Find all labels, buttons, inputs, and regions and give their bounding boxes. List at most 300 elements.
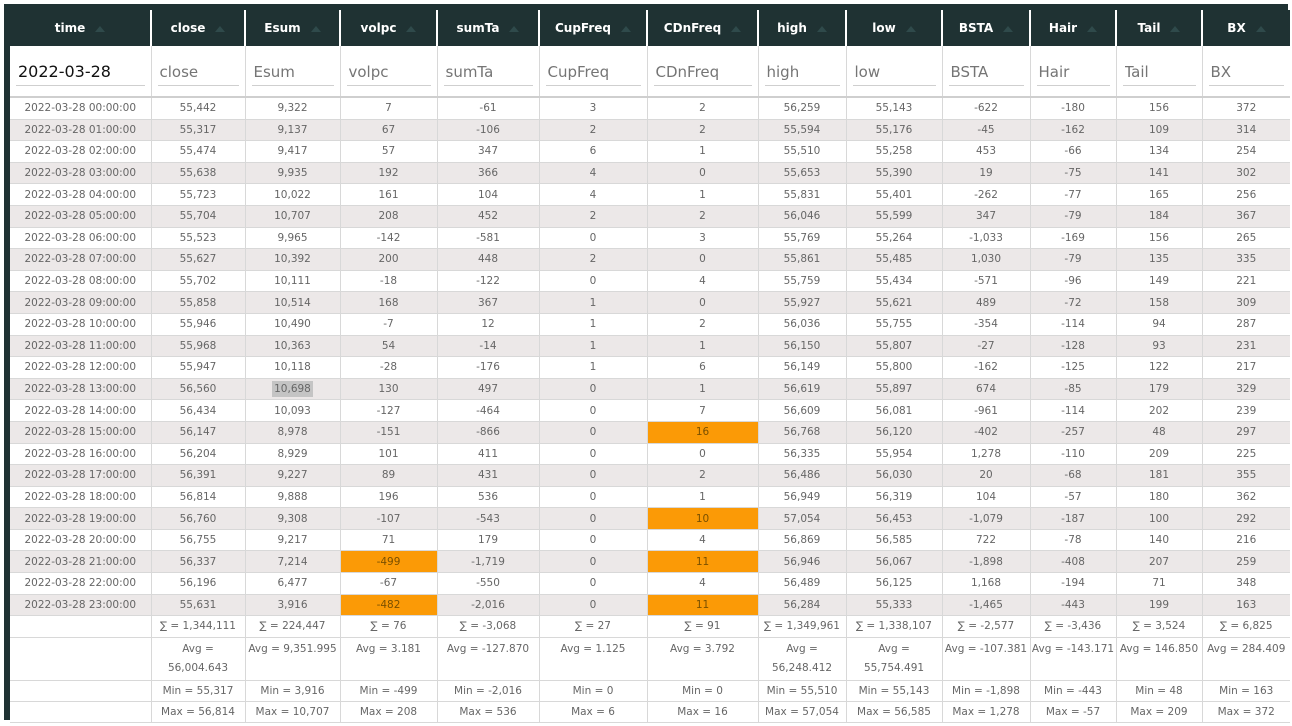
table-cell-cdnfreq[interactable]: 2 <box>647 119 758 141</box>
table-row[interactable] <box>10 292 1290 314</box>
filter-input-esum[interactable] <box>252 57 334 86</box>
table-row[interactable] <box>10 184 1290 206</box>
table-cell-esum[interactable]: 10,022 <box>245 184 340 206</box>
table-cell-high[interactable]: 56,949 <box>758 486 846 508</box>
table-row[interactable] <box>10 378 1290 400</box>
table-cell-bx[interactable]: 217 <box>1202 357 1290 379</box>
sort-arrow-icon[interactable] <box>215 26 225 32</box>
table-cell-high[interactable]: 56,486 <box>758 465 846 487</box>
table-cell-tail[interactable]: 140 <box>1116 529 1202 551</box>
sort-arrow-icon[interactable] <box>406 26 416 32</box>
table-cell-volpc[interactable]: -67 <box>340 573 437 595</box>
table-row[interactable] <box>10 335 1290 357</box>
sort-arrow-icon[interactable] <box>731 26 741 32</box>
filter-input-hair[interactable] <box>1037 57 1110 86</box>
table-cell-sumta[interactable]: 452 <box>437 205 539 227</box>
table-cell-tail[interactable]: 165 <box>1116 184 1202 206</box>
table-cell-volpc[interactable]: -107 <box>340 508 437 530</box>
table-cell-close[interactable]: 56,755 <box>151 529 245 551</box>
table-cell-esum[interactable]: 10,111 <box>245 270 340 292</box>
sort-arrow-icon[interactable] <box>621 26 631 32</box>
table-cell-volpc[interactable]: 101 <box>340 443 437 465</box>
table-cell-bx[interactable]: 239 <box>1202 400 1290 422</box>
table-cell-esum[interactable]: 9,888 <box>245 486 340 508</box>
table-cell-hair[interactable]: -72 <box>1030 292 1116 314</box>
sort-arrow-icon[interactable] <box>817 26 827 32</box>
table-cell-time[interactable]: 2022-03-28 04:00:00 <box>10 184 151 206</box>
table-cell-close[interactable]: 55,627 <box>151 249 245 271</box>
table-cell-volpc[interactable]: -482 <box>340 594 437 616</box>
table-cell-time[interactable]: 2022-03-28 13:00:00 <box>10 378 151 400</box>
table-cell-volpc[interactable]: 7 <box>340 97 437 119</box>
table-cell-time[interactable]: 2022-03-28 02:00:00 <box>10 141 151 163</box>
table-cell-sumta[interactable]: 367 <box>437 292 539 314</box>
table-cell-low[interactable]: 55,485 <box>846 249 942 271</box>
table-row[interactable] <box>10 357 1290 379</box>
table-cell-time[interactable]: 2022-03-28 00:00:00 <box>10 97 151 119</box>
table-cell-close[interactable]: 56,204 <box>151 443 245 465</box>
table-cell-bsta[interactable]: -1,079 <box>942 508 1030 530</box>
table-cell-cdnfreq[interactable]: 2 <box>647 205 758 227</box>
table-cell-volpc[interactable]: 196 <box>340 486 437 508</box>
sort-arrow-icon[interactable] <box>95 26 105 32</box>
table-cell-bsta[interactable]: -262 <box>942 184 1030 206</box>
table-cell-tail[interactable]: 135 <box>1116 249 1202 271</box>
table-cell-low[interactable]: 55,800 <box>846 357 942 379</box>
table-cell-close[interactable]: 56,434 <box>151 400 245 422</box>
column-header-bx[interactable] <box>1202 10 1290 46</box>
table-cell-cupfreq[interactable]: 1 <box>539 313 647 335</box>
table-cell-high[interactable]: 55,510 <box>758 141 846 163</box>
table-cell-cupfreq[interactable]: 1 <box>539 335 647 357</box>
table-cell-esum[interactable]: 6,477 <box>245 573 340 595</box>
table-cell-cdnfreq[interactable]: 11 <box>647 551 758 573</box>
table-row[interactable] <box>10 313 1290 335</box>
table-cell-high[interactable]: 55,594 <box>758 119 846 141</box>
table-row[interactable] <box>10 551 1290 573</box>
table-cell-low[interactable]: 56,030 <box>846 465 942 487</box>
table-cell-bx[interactable]: 265 <box>1202 227 1290 249</box>
table-row[interactable] <box>10 465 1290 487</box>
table-cell-cupfreq[interactable]: 0 <box>539 378 647 400</box>
table-cell-low[interactable]: 55,599 <box>846 205 942 227</box>
table-cell-cupfreq[interactable]: 0 <box>539 443 647 465</box>
table-cell-bsta[interactable]: -27 <box>942 335 1030 357</box>
table-cell-cupfreq[interactable]: 2 <box>539 119 647 141</box>
table-cell-cupfreq[interactable]: 0 <box>539 508 647 530</box>
table-cell-high[interactable]: 56,036 <box>758 313 846 335</box>
table-cell-volpc[interactable]: 67 <box>340 119 437 141</box>
table-cell-close[interactable]: 55,702 <box>151 270 245 292</box>
table-cell-tail[interactable]: 134 <box>1116 141 1202 163</box>
table-cell-bsta[interactable]: 19 <box>942 162 1030 184</box>
table-cell-low[interactable]: 55,897 <box>846 378 942 400</box>
table-cell-sumta[interactable]: 411 <box>437 443 539 465</box>
table-cell-high[interactable]: 55,831 <box>758 184 846 206</box>
table-cell-esum[interactable]: 10,490 <box>245 313 340 335</box>
table-cell-bx[interactable]: 372 <box>1202 97 1290 119</box>
table-cell-cupfreq[interactable]: 0 <box>539 529 647 551</box>
table-cell-cupfreq[interactable]: 0 <box>539 227 647 249</box>
table-cell-bsta[interactable]: -45 <box>942 119 1030 141</box>
table-cell-cdnfreq[interactable]: 0 <box>647 249 758 271</box>
table-row[interactable] <box>10 508 1290 530</box>
table-cell-hair[interactable]: -180 <box>1030 97 1116 119</box>
table-cell-hair[interactable]: -78 <box>1030 529 1116 551</box>
table-cell-esum[interactable]: 10,363 <box>245 335 340 357</box>
table-cell-cupfreq[interactable]: 2 <box>539 205 647 227</box>
table-cell-cupfreq[interactable]: 0 <box>539 270 647 292</box>
table-cell-sumta[interactable]: 536 <box>437 486 539 508</box>
table-cell-high[interactable]: 56,149 <box>758 357 846 379</box>
table-cell-time[interactable]: 2022-03-28 07:00:00 <box>10 249 151 271</box>
table-cell-high[interactable]: 55,759 <box>758 270 846 292</box>
filter-input-time[interactable] <box>16 56 145 86</box>
table-cell-low[interactable]: 55,390 <box>846 162 942 184</box>
table-cell-bx[interactable]: 254 <box>1202 141 1290 163</box>
table-cell-esum[interactable]: 10,392 <box>245 249 340 271</box>
table-cell-bx[interactable]: 362 <box>1202 486 1290 508</box>
table-cell-close[interactable]: 55,858 <box>151 292 245 314</box>
table-cell-bsta[interactable]: -1,465 <box>942 594 1030 616</box>
table-cell-cdnfreq[interactable]: 4 <box>647 529 758 551</box>
table-cell-tail[interactable]: 202 <box>1116 400 1202 422</box>
table-cell-close[interactable]: 56,760 <box>151 508 245 530</box>
table-cell-esum[interactable]: 9,137 <box>245 119 340 141</box>
table-cell-sumta[interactable]: -581 <box>437 227 539 249</box>
table-cell-cupfreq[interactable]: 4 <box>539 162 647 184</box>
table-cell-cdnfreq[interactable]: 2 <box>647 313 758 335</box>
table-cell-cdnfreq[interactable]: 6 <box>647 357 758 379</box>
table-cell-low[interactable]: 55,333 <box>846 594 942 616</box>
table-cell-cdnfreq[interactable]: 1 <box>647 184 758 206</box>
table-cell-cupfreq[interactable]: 0 <box>539 421 647 443</box>
table-row[interactable] <box>10 249 1290 271</box>
column-header-low[interactable] <box>846 10 942 46</box>
table-cell-esum[interactable]: 9,217 <box>245 529 340 551</box>
table-cell-esum[interactable]: 9,308 <box>245 508 340 530</box>
table-cell-cupfreq[interactable]: 0 <box>539 573 647 595</box>
table-row[interactable] <box>10 141 1290 163</box>
table-cell-hair[interactable]: -128 <box>1030 335 1116 357</box>
table-cell-bsta[interactable]: -402 <box>942 421 1030 443</box>
table-cell-high[interactable]: 56,150 <box>758 335 846 357</box>
column-header-cupfreq[interactable] <box>539 10 647 46</box>
sort-arrow-icon[interactable] <box>1256 26 1266 32</box>
table-cell-tail[interactable]: 199 <box>1116 594 1202 616</box>
table-cell-low[interactable]: 55,434 <box>846 270 942 292</box>
table-cell-esum[interactable]: 10,707 <box>245 205 340 227</box>
table-cell-esum[interactable]: 10,118 <box>245 357 340 379</box>
table-row[interactable] <box>10 443 1290 465</box>
table-cell-time[interactable]: 2022-03-28 20:00:00 <box>10 529 151 551</box>
table-cell-tail[interactable]: 109 <box>1116 119 1202 141</box>
table-cell-volpc[interactable]: 71 <box>340 529 437 551</box>
table-cell-tail[interactable]: 179 <box>1116 378 1202 400</box>
table-cell-bx[interactable]: 287 <box>1202 313 1290 335</box>
table-cell-close[interactable]: 55,317 <box>151 119 245 141</box>
table-cell-high[interactable]: 56,946 <box>758 551 846 573</box>
table-cell-esum[interactable]: 9,935 <box>245 162 340 184</box>
table-cell-esum[interactable]: 7,214 <box>245 551 340 573</box>
table-cell-high[interactable]: 55,861 <box>758 249 846 271</box>
table-cell-esum[interactable]: 10,514 <box>245 292 340 314</box>
sort-arrow-icon[interactable] <box>1003 26 1013 32</box>
table-cell-time[interactable]: 2022-03-28 17:00:00 <box>10 465 151 487</box>
table-cell-low[interactable]: 55,143 <box>846 97 942 119</box>
table-row[interactable] <box>10 119 1290 141</box>
table-cell-time[interactable]: 2022-03-28 06:00:00 <box>10 227 151 249</box>
table-cell-cdnfreq[interactable]: 2 <box>647 97 758 119</box>
column-header-close[interactable] <box>151 10 245 46</box>
column-header-sumta[interactable] <box>437 10 539 46</box>
table-cell-close[interactable]: 55,723 <box>151 184 245 206</box>
table-cell-cdnfreq[interactable]: 1 <box>647 486 758 508</box>
table-cell-time[interactable]: 2022-03-28 14:00:00 <box>10 400 151 422</box>
table-cell-time[interactable]: 2022-03-28 12:00:00 <box>10 357 151 379</box>
table-cell-hair[interactable]: -77 <box>1030 184 1116 206</box>
table-cell-cupfreq[interactable]: 6 <box>539 141 647 163</box>
table-cell-low[interactable]: 56,319 <box>846 486 942 508</box>
column-header-volpc[interactable] <box>340 10 437 46</box>
table-cell-bsta[interactable]: -162 <box>942 357 1030 379</box>
table-cell-time[interactable]: 2022-03-28 18:00:00 <box>10 486 151 508</box>
table-cell-bx[interactable]: 335 <box>1202 249 1290 271</box>
table-cell-hair[interactable]: -79 <box>1030 205 1116 227</box>
column-header-hair[interactable] <box>1030 10 1116 46</box>
table-cell-bsta[interactable]: -1,898 <box>942 551 1030 573</box>
table-cell-low[interactable]: 56,081 <box>846 400 942 422</box>
table-cell-tail[interactable]: 100 <box>1116 508 1202 530</box>
table-cell-esum[interactable]: 8,929 <box>245 443 340 465</box>
table-cell-high[interactable]: 56,259 <box>758 97 846 119</box>
table-cell-bx[interactable]: 355 <box>1202 465 1290 487</box>
table-cell-close[interactable]: 56,147 <box>151 421 245 443</box>
table-cell-sumta[interactable]: -1,719 <box>437 551 539 573</box>
table-cell-sumta[interactable]: -14 <box>437 335 539 357</box>
filter-input-tail[interactable] <box>1123 57 1196 86</box>
table-cell-low[interactable]: 55,264 <box>846 227 942 249</box>
table-cell-cdnfreq[interactable]: 1 <box>647 378 758 400</box>
table-cell-volpc[interactable]: -127 <box>340 400 437 422</box>
table-cell-time[interactable]: 2022-03-28 16:00:00 <box>10 443 151 465</box>
table-cell-close[interactable]: 55,946 <box>151 313 245 335</box>
table-cell-tail[interactable]: 141 <box>1116 162 1202 184</box>
filter-input-low[interactable] <box>853 57 936 86</box>
table-cell-bx[interactable]: 292 <box>1202 508 1290 530</box>
table-cell-volpc[interactable]: -499 <box>340 551 437 573</box>
table-row[interactable] <box>10 162 1290 184</box>
table-cell-esum[interactable]: 9,322 <box>245 97 340 119</box>
table-cell-sumta[interactable]: 347 <box>437 141 539 163</box>
table-cell-bsta[interactable]: -571 <box>942 270 1030 292</box>
table-cell-low[interactable]: 56,453 <box>846 508 942 530</box>
table-cell-sumta[interactable]: 448 <box>437 249 539 271</box>
column-header-bsta[interactable] <box>942 10 1030 46</box>
table-cell-bx[interactable]: 225 <box>1202 443 1290 465</box>
table-cell-low[interactable]: 56,125 <box>846 573 942 595</box>
table-cell-cdnfreq[interactable]: 4 <box>647 573 758 595</box>
table-row[interactable] <box>10 421 1290 443</box>
table-cell-time[interactable]: 2022-03-28 19:00:00 <box>10 508 151 530</box>
column-header-high[interactable] <box>758 10 846 46</box>
table-cell-hair[interactable]: -110 <box>1030 443 1116 465</box>
table-cell-sumta[interactable]: 431 <box>437 465 539 487</box>
table-cell-high[interactable]: 56,489 <box>758 573 846 595</box>
table-cell-volpc[interactable]: 161 <box>340 184 437 206</box>
sort-arrow-icon[interactable] <box>906 26 916 32</box>
table-cell-time[interactable]: 2022-03-28 11:00:00 <box>10 335 151 357</box>
table-cell-bsta[interactable]: 20 <box>942 465 1030 487</box>
table-cell-volpc[interactable]: 192 <box>340 162 437 184</box>
table-cell-sumta[interactable]: -464 <box>437 400 539 422</box>
table-cell-close[interactable]: 55,631 <box>151 594 245 616</box>
table-cell-sumta[interactable]: 366 <box>437 162 539 184</box>
table-cell-tail[interactable]: 184 <box>1116 205 1202 227</box>
sort-arrow-icon[interactable] <box>509 26 519 32</box>
filter-input-close[interactable] <box>158 57 239 86</box>
table-cell-cupfreq[interactable]: 0 <box>539 400 647 422</box>
table-cell-time[interactable]: 2022-03-28 01:00:00 <box>10 119 151 141</box>
table-cell-bx[interactable]: 259 <box>1202 551 1290 573</box>
table-cell-volpc[interactable]: 130 <box>340 378 437 400</box>
table-cell-cdnfreq[interactable]: 4 <box>647 270 758 292</box>
table-cell-time[interactable]: 2022-03-28 21:00:00 <box>10 551 151 573</box>
table-cell-time[interactable]: 2022-03-28 23:00:00 <box>10 594 151 616</box>
table-cell-time[interactable]: 2022-03-28 03:00:00 <box>10 162 151 184</box>
column-header-tail[interactable] <box>1116 10 1202 46</box>
table-cell-bx[interactable]: 329 <box>1202 378 1290 400</box>
table-cell-esum[interactable]: 9,417 <box>245 141 340 163</box>
table-cell-time[interactable]: 2022-03-28 22:00:00 <box>10 573 151 595</box>
table-cell-cupfreq[interactable]: 1 <box>539 357 647 379</box>
table-cell-tail[interactable]: 71 <box>1116 573 1202 595</box>
table-cell-low[interactable]: 56,585 <box>846 529 942 551</box>
table-cell-sumta[interactable]: -61 <box>437 97 539 119</box>
table-cell-cdnfreq[interactable]: 7 <box>647 400 758 422</box>
table-cell-sumta[interactable]: 12 <box>437 313 539 335</box>
table-row[interactable] <box>10 205 1290 227</box>
table-cell-cdnfreq[interactable]: 0 <box>647 292 758 314</box>
table-cell-cdnfreq[interactable]: 0 <box>647 162 758 184</box>
table-cell-bsta[interactable]: -354 <box>942 313 1030 335</box>
table-cell-close[interactable]: 55,968 <box>151 335 245 357</box>
table-cell-tail[interactable]: 149 <box>1116 270 1202 292</box>
table-cell-hair[interactable]: -114 <box>1030 400 1116 422</box>
filter-input-cupfreq[interactable] <box>546 57 641 86</box>
table-row[interactable] <box>10 594 1290 616</box>
column-header-cdnfreq[interactable] <box>647 10 758 46</box>
table-cell-hair[interactable]: -257 <box>1030 421 1116 443</box>
table-row[interactable] <box>10 97 1290 119</box>
table-cell-low[interactable]: 55,954 <box>846 443 942 465</box>
table-cell-hair[interactable]: -194 <box>1030 573 1116 595</box>
table-cell-cupfreq[interactable]: 3 <box>539 97 647 119</box>
table-cell-volpc[interactable]: -151 <box>340 421 437 443</box>
table-cell-hair[interactable]: -169 <box>1030 227 1116 249</box>
table-cell-tail[interactable]: 209 <box>1116 443 1202 465</box>
table-cell-close[interactable]: 55,474 <box>151 141 245 163</box>
table-cell-bx[interactable]: 297 <box>1202 421 1290 443</box>
table-cell-bsta[interactable]: -1,033 <box>942 227 1030 249</box>
table-cell-sumta[interactable]: -106 <box>437 119 539 141</box>
table-cell-cupfreq[interactable]: 0 <box>539 486 647 508</box>
table-cell-sumta[interactable]: -866 <box>437 421 539 443</box>
table-cell-bsta[interactable]: -622 <box>942 97 1030 119</box>
table-row[interactable] <box>10 227 1290 249</box>
table-cell-sumta[interactable]: 497 <box>437 378 539 400</box>
table-cell-bsta[interactable]: 1,030 <box>942 249 1030 271</box>
table-cell-close[interactable]: 55,947 <box>151 357 245 379</box>
table-cell-sumta[interactable]: 104 <box>437 184 539 206</box>
table-cell-sumta[interactable]: -122 <box>437 270 539 292</box>
table-cell-low[interactable]: 55,621 <box>846 292 942 314</box>
table-cell-close[interactable]: 55,704 <box>151 205 245 227</box>
table-cell-volpc[interactable]: -7 <box>340 313 437 335</box>
table-cell-tail[interactable]: 158 <box>1116 292 1202 314</box>
table-row[interactable] <box>10 400 1290 422</box>
table-cell-esum[interactable]: 9,227 <box>245 465 340 487</box>
table-cell-low[interactable]: 55,401 <box>846 184 942 206</box>
table-cell-cupfreq[interactable]: 4 <box>539 184 647 206</box>
table-cell-bsta[interactable]: 453 <box>942 141 1030 163</box>
table-cell-close[interactable]: 56,560 <box>151 378 245 400</box>
table-cell-high[interactable]: 55,927 <box>758 292 846 314</box>
table-cell-volpc[interactable]: 57 <box>340 141 437 163</box>
table-cell-low[interactable]: 56,067 <box>846 551 942 573</box>
sort-arrow-icon[interactable] <box>1170 26 1180 32</box>
table-cell-bx[interactable]: 348 <box>1202 573 1290 595</box>
table-cell-volpc[interactable]: -18 <box>340 270 437 292</box>
table-cell-volpc[interactable]: -142 <box>340 227 437 249</box>
table-cell-cupfreq[interactable]: 0 <box>539 551 647 573</box>
table-cell-hair[interactable]: -162 <box>1030 119 1116 141</box>
table-cell-time[interactable]: 2022-03-28 10:00:00 <box>10 313 151 335</box>
table-cell-close[interactable]: 55,442 <box>151 97 245 119</box>
table-cell-high[interactable]: 56,284 <box>758 594 846 616</box>
table-cell-volpc[interactable]: 208 <box>340 205 437 227</box>
table-cell-high[interactable]: 57,054 <box>758 508 846 530</box>
table-cell-time[interactable]: 2022-03-28 05:00:00 <box>10 205 151 227</box>
table-cell-sumta[interactable]: -176 <box>437 357 539 379</box>
table-cell-close[interactable]: 56,337 <box>151 551 245 573</box>
table-cell-bsta[interactable]: 674 <box>942 378 1030 400</box>
table-cell-esum[interactable]: 8,978 <box>245 421 340 443</box>
sort-arrow-icon[interactable] <box>311 26 321 32</box>
table-cell-low[interactable]: 55,755 <box>846 313 942 335</box>
table-cell-high[interactable]: 56,768 <box>758 421 846 443</box>
table-cell-bx[interactable]: 309 <box>1202 292 1290 314</box>
table-cell-cdnfreq[interactable]: 10 <box>647 508 758 530</box>
table-cell-cdnfreq[interactable]: 16 <box>647 421 758 443</box>
table-cell-cupfreq[interactable]: 0 <box>539 465 647 487</box>
table-row[interactable] <box>10 573 1290 595</box>
table-cell-esum[interactable] <box>245 378 340 400</box>
table-cell-low[interactable]: 55,176 <box>846 119 942 141</box>
table-cell-bsta[interactable]: 489 <box>942 292 1030 314</box>
table-cell-tail[interactable]: 180 <box>1116 486 1202 508</box>
filter-input-bx[interactable] <box>1209 57 1285 86</box>
table-cell-bsta[interactable]: 1,168 <box>942 573 1030 595</box>
table-cell-esum[interactable]: 10,093 <box>245 400 340 422</box>
table-cell-esum[interactable]: 3,916 <box>245 594 340 616</box>
table-cell-hair[interactable]: -75 <box>1030 162 1116 184</box>
table-cell-hair[interactable]: -85 <box>1030 378 1116 400</box>
table-cell-low[interactable]: 55,807 <box>846 335 942 357</box>
table-cell-high[interactable]: 56,609 <box>758 400 846 422</box>
table-cell-volpc[interactable]: 168 <box>340 292 437 314</box>
table-cell-low[interactable]: 56,120 <box>846 421 942 443</box>
